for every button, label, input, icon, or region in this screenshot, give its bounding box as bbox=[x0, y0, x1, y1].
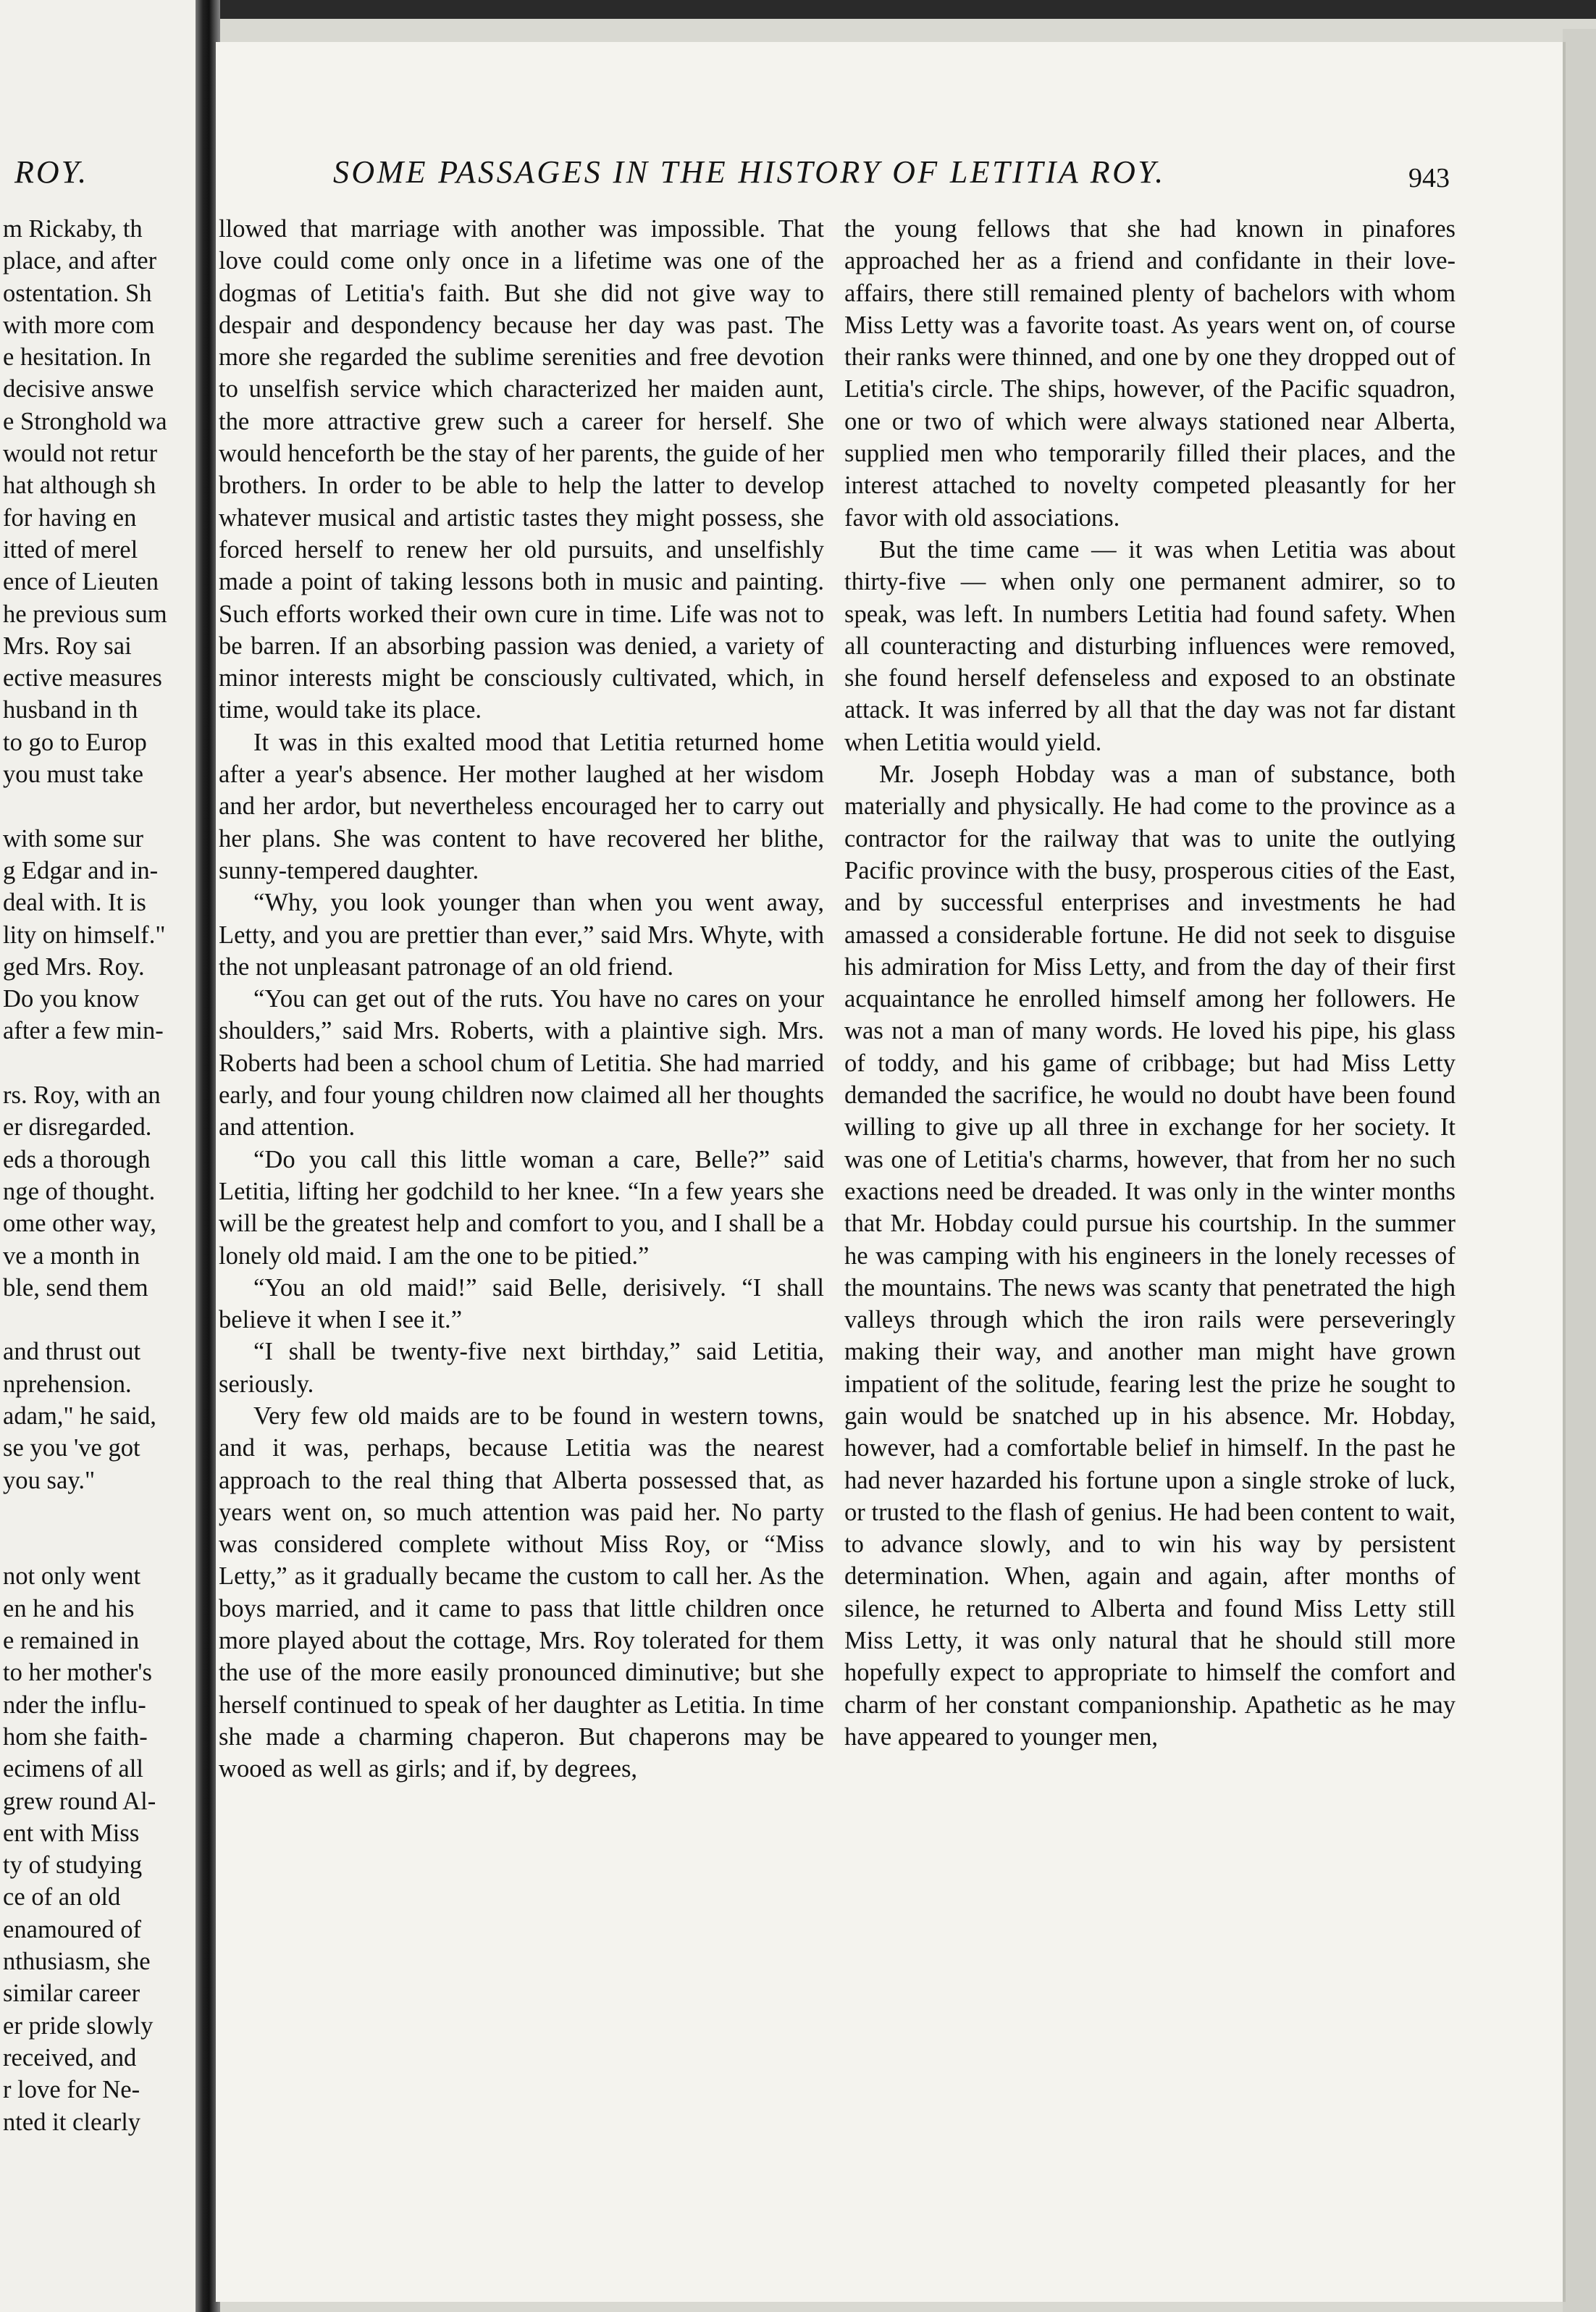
facing-page-line: with more com bbox=[3, 311, 155, 339]
paragraph: But the time came — it was when Letitia was about thirty-five — when only one permanent admirer, so to speak, was left. In numbers Letitia had found safety. When all counteracting and disturbing influences were removed, she found herself defenseless and exposed to an obstinate attack. It was inferred by all that the day was not far distant when Letitia would yield. bbox=[844, 535, 1456, 756]
scan-right-margin bbox=[1563, 29, 1596, 2312]
facing-page-line: deal with. It is bbox=[3, 889, 146, 917]
facing-page-line: you must take bbox=[3, 761, 143, 789]
facing-page-line: Do you know bbox=[3, 985, 140, 1013]
paragraph: the young fellows that she had known in pinafores approached her as a friend and confidante in their love-affairs, there still remained plenty of bachelors with whom Miss Letty was a favorite toast. As years went on, of course their ranks were thinned, and one by one they dropped out of Letitia's circle. The ships, however, of the Pacific squadron, one or two of which were always stationed near Alberta, supplied men who temporarily filled their places, and the interest attached to novelty competed pleasantly for her favor with old associations. bbox=[844, 215, 1456, 532]
facing-page-line: e Stronghold wa bbox=[3, 407, 167, 435]
facing-page-line: se you 've got bbox=[3, 1434, 140, 1462]
scan-top-edge bbox=[0, 0, 1596, 19]
facing-page-line: Mrs. Roy sai bbox=[3, 632, 132, 660]
facing-page-line: to go to Europ bbox=[3, 728, 147, 756]
paragraph: Mr. Joseph Hobday was a man of substance, both materially and physically. He had come to the province as a contractor for the railway that was to unite the outlying Pacific province with the busy, prosperous cities of the East, and by successful enterprises and investments he had amassed a considerable fortune. He did not seek to disguise his admiration for Miss Letty, and from the day of their first acquaintance he enrolled himself among her followers. He was not a man of many words. He loved his pipe, his glass of toddy, and his game of cribbage; but had Miss Letty demanded the sacrifice, he would no doubt have been found willing to give up all three in exchange for her society. It was one of Letitia's charms, however, that from her no such exactions need be dreaded. It was only in the winter months that Mr. Hobday could pursue his courtship. In the summer he was camping with his engineers in the lonely recesses of the mountains. The news was scanty that penetrated the high valleys through which the iron rails were perseveringly making their way, and another man might have grown impatient of the solitude, fearing lest the prize he sought to gain would be snatched up in his absence. Mr. Hobday, however, had a comfortable belief in himself. In the past he had never hazarded his fortune upon a single stroke of luck, or trusted to the flash of genius. He had been content to wait, to advance slowly, and to win his way by persistent determination. When, again and again, after months of silence, he returned to Alberta and found Miss Letty still Miss Letty, it was only natural that he should still more hopefully expect to appropriate to himself the comfort and charm of her constant companionship. Apathetic as he may have appeared to younger men, bbox=[844, 761, 1456, 1751]
facing-page-text bbox=[3, 213, 204, 2138]
facing-page-fragment bbox=[0, 0, 204, 2312]
facing-page-line: hat although sh bbox=[3, 472, 156, 500]
paragraph: llowed that marriage with another was impossible. That love could come only once in a lifetime was one of the dogmas of Letitia's faith. But she did not give way to despair and despondency because her day was past. The more she regarded the sublime serenities and free devotion to unselfish service which characterized her maiden aunt, the more attractive grew such a career for herself. She would henceforth be the stay of her parents, the guide of her brothers. In order to be able to help the latter to develop whatever musical and artistic tastes they might possess, she forced herself to renew her old pursuits, and unselfishly made a point of taking lessons both in music and painting. Such efforts worked their own cure in time. Life was not to be barren. If an absorbing passion was denied, a variety of minor interests might be consciously cultivated, which, in time, would take its place. bbox=[219, 215, 824, 724]
paragraph: “You can get out of the ruts. You have no cares on your shoulders,” said Mrs. Roberts, with a plaintive sigh. Mrs. Roberts had been a school chum of Letitia. She had married early, and four young children now claimed all her thoughts and attention. bbox=[219, 985, 824, 1142]
facing-page-line: would not retur bbox=[3, 440, 158, 468]
paragraph: “Why, you look younger than when you went away, Letty, and you are prettier than ever,” said Mrs. Whyte, with the not unpleasant patronage of an old friend. bbox=[219, 889, 824, 981]
facing-page-line: g Edgar and in- bbox=[3, 856, 159, 884]
facing-page-line: similar career bbox=[3, 1980, 140, 2008]
paragraph: It was in this exalted mood that Letitia returned home after a year's absence. Her mother laughed at her wisdom and her ardor, but nevertheless encouraged her to carry out her plans. She was content to have recovered her blithe, sunny-tempered daughter. bbox=[219, 728, 824, 884]
facing-page-line: hom she faith- bbox=[3, 1722, 148, 1751]
facing-page-line: r love for Ne- bbox=[3, 2076, 140, 2104]
facing-page-line: m Rickaby, th bbox=[3, 215, 143, 243]
facing-page-line: not only went bbox=[3, 1562, 141, 1591]
paragraph: “You an old maid!” said Belle, derisively. “I shall believe it when I see it.” bbox=[219, 1273, 824, 1334]
facing-page-line: ostentation. Sh bbox=[3, 279, 152, 307]
facing-page-line: after a few min- bbox=[3, 1017, 164, 1045]
facing-page-line: ble, send them bbox=[3, 1273, 148, 1302]
paragraph: “I shall be twenty-five next birthday,” said Letitia, seriously. bbox=[219, 1338, 824, 1398]
facing-page-line: ve a month in bbox=[3, 1241, 140, 1270]
facing-page-line: rs. Roy, with an bbox=[3, 1081, 161, 1110]
facing-page-line: to her mother's bbox=[3, 1659, 152, 1687]
facing-page-line: en he and his bbox=[3, 1594, 135, 1622]
facing-page-line: eds a thorough bbox=[3, 1145, 151, 1173]
facing-page-line: and thrust out bbox=[3, 1338, 141, 1366]
facing-page-line: er pride slowly bbox=[3, 2011, 154, 2040]
facing-page-line: he previous sum bbox=[3, 600, 167, 628]
facing-page-line: ome other way, bbox=[3, 1210, 156, 1238]
facing-page-line: ged Mrs. Roy. bbox=[3, 952, 145, 981]
facing-page-line: husband in th bbox=[3, 696, 138, 724]
facing-page-line: place, and after bbox=[3, 247, 157, 275]
facing-page-line: grew round Al- bbox=[3, 1787, 156, 1815]
facing-page-running-head: ROY. bbox=[14, 154, 89, 190]
facing-page-line: e hesitation. In bbox=[3, 343, 151, 372]
facing-page-line bbox=[3, 790, 204, 822]
facing-page-line: nprehension. bbox=[3, 1370, 132, 1398]
paragraph: “Do you call this little woman a care, Belle?” said Letitia, lifting her godchild to her knee. “In a few years she will be the greatest help and comfort to you, and I shall be a lonely old maid. I am the one to be pitied.” bbox=[219, 1145, 824, 1270]
paragraph: Very few old maids are to be found in western towns, and it was, perhaps, because Letitia was the nearest approach to the real thing that Alberta possessed that, as years went on, so much attention was paid her. No party was considered complete without Miss Roy, or “Miss Letty,” as it gradually became the custom to call her. As the boys married, and it came to pass that little children once more played about the cottage, Mrs. Roy tolerated for them the use of the more easily pronounced diminutive; but she herself continued to speak of her daughter as Letitia. In time she made a charming chaperon. But chaperons may be wooed as well as girls; and if, by degrees, bbox=[219, 1402, 824, 1783]
facing-page-line: you say." bbox=[3, 1466, 96, 1494]
facing-page-line bbox=[3, 1304, 204, 1336]
facing-page-line: nted it clearly bbox=[3, 2108, 141, 2136]
text-column-left bbox=[219, 213, 824, 1785]
facing-page-line: for having en bbox=[3, 503, 137, 532]
facing-page-line: with some sur bbox=[3, 824, 144, 853]
facing-page-line: e remained in bbox=[3, 1627, 140, 1655]
facing-page-line bbox=[3, 1047, 204, 1079]
facing-page-line: itted of merel bbox=[3, 535, 138, 564]
facing-page-line: ective measures bbox=[3, 664, 162, 692]
facing-page-line: enamoured of bbox=[3, 1915, 142, 1943]
facing-page-line: ce of an old bbox=[3, 1883, 121, 1911]
facing-page-line: nder the influ- bbox=[3, 1691, 146, 1719]
running-head: SOME PASSAGES IN THE HISTORY OF LETITIA ROY. bbox=[333, 154, 1166, 190]
facing-page-line: ent with Miss bbox=[3, 1819, 140, 1847]
facing-page-line: nge of thought. bbox=[3, 1177, 156, 1205]
facing-page-line: adam," he said, bbox=[3, 1402, 156, 1430]
facing-page-line bbox=[3, 1496, 204, 1528]
facing-page-line: decisive answe bbox=[3, 375, 154, 403]
facing-page-line bbox=[3, 1528, 204, 1560]
facing-page-line: ty of studying bbox=[3, 1851, 143, 1880]
facing-page-line: received, and bbox=[3, 2043, 137, 2072]
facing-page-line: ence of Lieuten bbox=[3, 568, 159, 596]
facing-page-line: nthusiasm, she bbox=[3, 1948, 151, 1976]
facing-page-line: lity on himself." bbox=[3, 921, 166, 949]
text-column-right bbox=[844, 213, 1456, 1753]
facing-page-line: ecimens of all bbox=[3, 1755, 143, 1783]
facing-page-line: er disregarded. bbox=[3, 1113, 152, 1142]
page-number: 943 bbox=[1408, 163, 1450, 193]
